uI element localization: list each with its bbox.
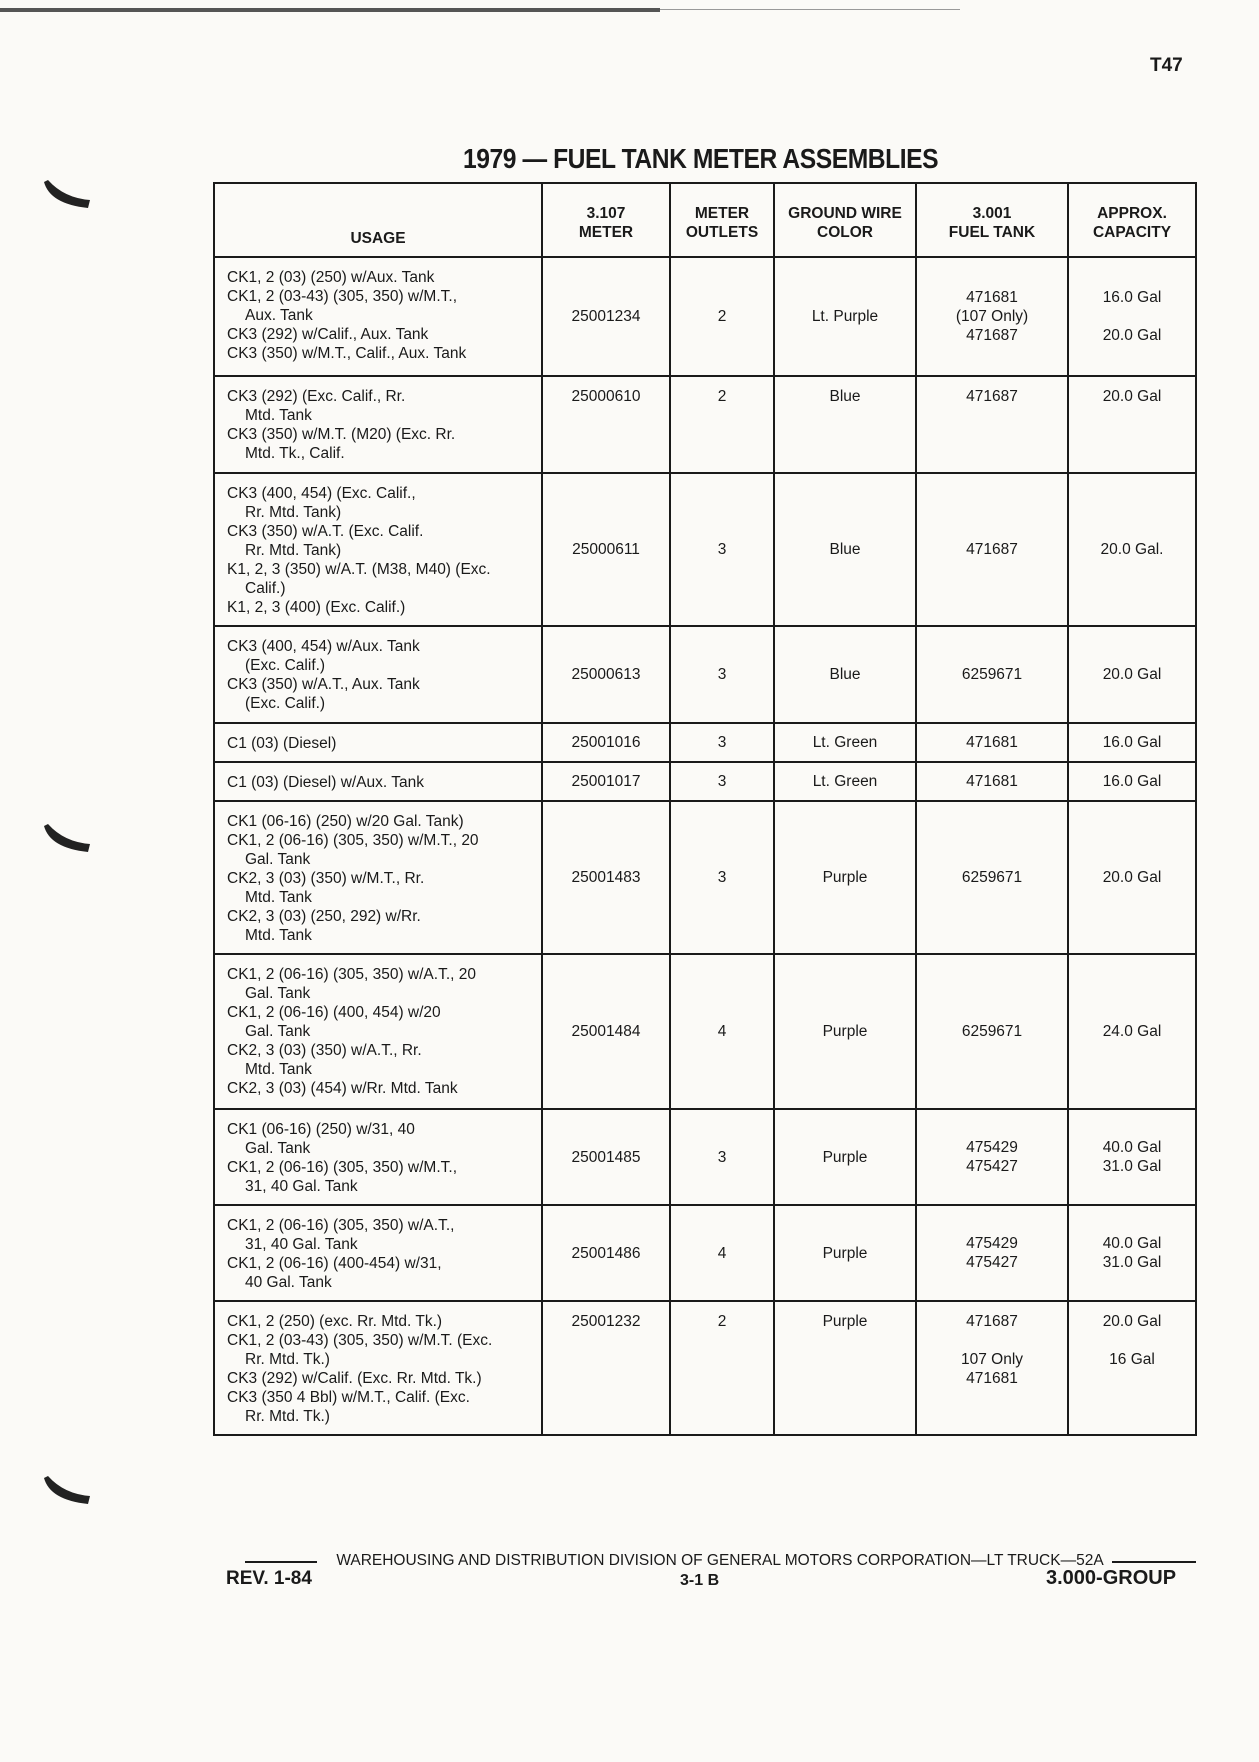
usage-line: CK1, 2 (250) (exc. Rr. Mtd. Tk.)	[227, 1313, 443, 1330]
capacity-cell	[1068, 723, 1196, 762]
capacity-value: 40.0 Gal	[1102, 1235, 1162, 1252]
usage-line: CK1 (06-16) (250) w/31, 40	[227, 1121, 415, 1138]
meter-part-number-cell	[542, 1301, 670, 1435]
binder-hook-icon	[42, 822, 94, 856]
header-ground-wire-color	[774, 183, 916, 257]
capacity-value: 20.0 Gal	[1102, 666, 1162, 683]
table-row	[214, 801, 1196, 954]
table-row	[214, 1205, 1196, 1301]
ground-wire-color-value: Purple	[822, 869, 868, 886]
fuel-tank-value: 475429	[966, 1235, 1018, 1252]
table-row	[214, 762, 1196, 801]
meter-outlets-value: 3	[717, 666, 727, 683]
usage-line: CK3 (292) w/Calif., Aux. Tank	[227, 326, 429, 343]
usage-line: (Exc. Calif.)	[245, 657, 326, 674]
fuel-tank-value: 471687	[966, 327, 1018, 344]
fuel-tank-value: 471681	[966, 289, 1018, 306]
usage-line: Aux. Tank	[245, 307, 313, 324]
usage-cell	[214, 626, 542, 723]
usage-line: CK1, 2 (03-43) (305, 350) w/M.T. (Exc.	[227, 1332, 493, 1349]
usage-line: CK2, 3 (03) (454) w/Rr. Mtd. Tank	[227, 1080, 458, 1097]
table-row	[214, 473, 1196, 626]
fuel-tank-cell	[916, 376, 1068, 473]
capacity-value: 20.0 Gal	[1102, 388, 1162, 405]
ground-wire-color-value: Purple	[822, 1023, 868, 1040]
capacity-cell	[1068, 473, 1196, 626]
header-outlets	[670, 183, 774, 257]
usage-line: CK3 (350) w/M.T., Calif., Aux. Tank	[227, 345, 467, 362]
usage-line: Rr. Mtd. Tank)	[245, 542, 342, 559]
capacity-value: 16 Gal	[1109, 1351, 1155, 1368]
table-row	[214, 376, 1196, 473]
usage-line: Mtd. Tank	[245, 927, 312, 944]
ground-wire-color-value: Lt. Green	[812, 734, 878, 751]
usage-cell	[214, 473, 542, 626]
usage-line: K1, 2, 3 (400) (Exc. Calif.)	[227, 599, 406, 616]
usage-line: CK3 (350) w/M.T. (M20) (Exc. Rr.	[227, 426, 456, 443]
fuel-tank-value: 471681	[966, 773, 1018, 790]
usage-line: CK1, 2 (06-16) (400, 454) w/20	[227, 1004, 441, 1021]
meter-part-number-cell	[542, 762, 670, 801]
header-usage	[214, 183, 542, 257]
capacity-cell	[1068, 376, 1196, 473]
meter-outlets-cell	[670, 1301, 774, 1435]
header-text: METER	[694, 205, 750, 222]
meter-part-number-value: 25001484	[571, 1023, 641, 1040]
capacity-value: 31.0 Gal	[1102, 1254, 1162, 1271]
ground-wire-color-cell	[774, 801, 916, 954]
capacity-value: 20.0 Gal	[1102, 869, 1162, 886]
usage-line: CK1, 2 (03-43) (305, 350) w/M.T.,	[227, 288, 458, 305]
capacity-cell	[1068, 1301, 1196, 1435]
usage-cell	[214, 954, 542, 1109]
usage-line: CK3 (400, 454) w/Aux. Tank	[227, 638, 420, 655]
usage-line: CK3 (400, 454) (Exc. Calif.,	[227, 485, 416, 502]
fuel-tank-value: 471681	[966, 734, 1018, 751]
header-text: OUTLETS	[685, 224, 759, 241]
fuel-tank-value: 107 Only	[960, 1351, 1024, 1368]
fuel-tank-cell	[916, 257, 1068, 376]
ground-wire-color-value: Blue	[829, 388, 861, 405]
ground-wire-color-value: Purple	[822, 1313, 868, 1330]
usage-line: CK2, 3 (03) (250, 292) w/Rr.	[227, 908, 421, 925]
usage-line: Gal. Tank	[245, 851, 311, 868]
page-title: 1979 — FUEL TANK METER ASSEMBLIES	[463, 143, 939, 174]
scan-top-edge	[0, 8, 660, 12]
usage-line: Rr. Mtd. Tk.)	[245, 1408, 330, 1425]
fuel-tank-cell	[916, 1301, 1068, 1435]
capacity-value	[1069, 307, 1195, 326]
meter-part-number-cell	[542, 473, 670, 626]
meter-part-number-value: 25001017	[571, 773, 641, 790]
table-row	[214, 1301, 1196, 1435]
ground-wire-color-cell	[774, 376, 916, 473]
meter-part-number-cell	[542, 1205, 670, 1301]
capacity-cell	[1068, 1109, 1196, 1205]
meter-outlets-cell	[670, 801, 774, 954]
usage-line: CK2, 3 (03) (350) w/A.T., Rr.	[227, 1042, 422, 1059]
usage-cell	[214, 1205, 542, 1301]
fuel-tank-meter-table	[213, 182, 1197, 1436]
meter-outlets-cell	[670, 762, 774, 801]
meter-outlets-cell	[670, 723, 774, 762]
header-text: COLOR	[817, 224, 873, 241]
capacity-value: 20.0 Gal.	[1100, 541, 1164, 558]
header-text: APPROX.	[1097, 205, 1167, 222]
usage-line: Mtd. Tank	[245, 407, 312, 424]
meter-outlets-value: 2	[717, 308, 727, 325]
meter-outlets-value: 3	[717, 734, 727, 751]
meter-part-number-cell	[542, 723, 670, 762]
meter-outlets-cell	[670, 954, 774, 1109]
capacity-value: 20.0 Gal	[1102, 1313, 1162, 1330]
usage-line: Rr. Mtd. Tank)	[245, 504, 342, 521]
usage-line: 40 Gal. Tank	[245, 1274, 332, 1291]
fuel-tank-value: 6259671	[961, 666, 1023, 683]
meter-outlets-cell	[670, 376, 774, 473]
usage-line: Mtd. Tk., Calif.	[245, 445, 345, 462]
capacity-value	[1069, 1331, 1195, 1350]
fuel-tank-cell	[916, 723, 1068, 762]
usage-line: 31, 40 Gal. Tank	[245, 1236, 358, 1253]
usage-cell	[214, 1109, 542, 1205]
capacity-value: 24.0 Gal	[1102, 1023, 1162, 1040]
capacity-cell	[1068, 954, 1196, 1109]
meter-outlets-cell	[670, 1109, 774, 1205]
header-fuel-tank	[916, 183, 1068, 257]
meter-outlets-value: 3	[717, 773, 727, 790]
usage-line: CK1, 2 (03) (250) w/Aux. Tank	[227, 269, 435, 286]
ground-wire-color-cell	[774, 1205, 916, 1301]
meter-part-number-value: 25001483	[571, 869, 641, 886]
usage-line: CK1, 2 (06-16) (400-454) w/31,	[227, 1255, 442, 1272]
ground-wire-color-value: Lt. Green	[812, 773, 878, 790]
meter-outlets-value: 3	[717, 869, 727, 886]
header-text: USAGE	[350, 230, 406, 247]
usage-line: C1 (03) (Diesel) w/Aux. Tank	[227, 774, 424, 791]
usage-line: CK3 (350) w/A.T. (Exc. Calif.	[227, 523, 424, 540]
header-text: 3.001	[972, 205, 1012, 222]
page-reference: 3-1 B	[680, 1572, 720, 1589]
meter-outlets-cell	[670, 473, 774, 626]
capacity-value: 40.0 Gal	[1102, 1139, 1162, 1156]
meter-part-number-cell	[542, 801, 670, 954]
usage-line: 31, 40 Gal. Tank	[245, 1178, 358, 1195]
usage-line: CK3 (292) (Exc. Calif., Rr.	[227, 388, 406, 405]
usage-line: Rr. Mtd. Tk.)	[245, 1351, 330, 1368]
meter-part-number-cell	[542, 1109, 670, 1205]
fuel-tank-value: 475427	[966, 1254, 1018, 1271]
usage-line: Mtd. Tank	[245, 889, 312, 906]
capacity-value: 16.0 Gal	[1102, 773, 1162, 790]
fuel-tank-value: 475427	[966, 1158, 1018, 1175]
fuel-tank-cell	[916, 1109, 1068, 1205]
capacity-value: 16.0 Gal	[1102, 289, 1162, 306]
ground-wire-color-value: Purple	[822, 1148, 868, 1166]
meter-part-number-cell	[542, 376, 670, 473]
fuel-tank-value: 6259671	[961, 869, 1023, 886]
meter-part-number-value: 25000610	[571, 388, 641, 405]
meter-part-number-cell	[542, 954, 670, 1109]
table-row	[214, 954, 1196, 1109]
ground-wire-color-cell	[774, 1301, 916, 1435]
usage-line: CK1, 2 (06-16) (305, 350) w/A.T., 20	[227, 966, 476, 983]
ground-wire-color-cell	[774, 1109, 916, 1205]
capacity-value: 20.0 Gal	[1102, 327, 1162, 344]
meter-outlets-cell	[670, 626, 774, 723]
header-text: METER	[578, 224, 634, 241]
header-meter	[542, 183, 670, 257]
table-row	[214, 626, 1196, 723]
binder-hook-icon	[42, 1474, 94, 1508]
usage-line: CK3 (292) w/Calif. (Exc. Rr. Mtd. Tk.)	[227, 1370, 482, 1387]
fuel-tank-cell	[916, 954, 1068, 1109]
fuel-tank-cell	[916, 762, 1068, 801]
table-row	[214, 257, 1196, 376]
header-text: 3.107	[586, 205, 626, 222]
header-text: FUEL TANK	[948, 224, 1036, 241]
usage-line: Gal. Tank	[245, 1140, 311, 1157]
usage-line: CK3 (350 4 Bbl) w/M.T., Calif. (Exc.	[227, 1389, 470, 1406]
table-body	[214, 257, 1196, 1435]
capacity-cell	[1068, 1205, 1196, 1301]
capacity-value: 31.0 Gal	[1102, 1158, 1162, 1175]
group-label: 3.000-GROUP	[1046, 1567, 1177, 1589]
usage-line: (Exc. Calif.)	[245, 695, 326, 712]
ground-wire-color-cell	[774, 257, 916, 376]
ground-wire-color-cell	[774, 954, 916, 1109]
meter-outlets-cell	[670, 257, 774, 376]
meter-outlets-value: 4	[717, 1023, 727, 1040]
fuel-tank-value: 6259671	[961, 1023, 1023, 1040]
footer-division-line: WAREHOUSING AND DISTRIBUTION DIVISION OF GENERAL MOTORS CORPORATION—LT TRUCK—52A	[336, 1552, 1104, 1569]
header-text: CAPACITY	[1092, 224, 1172, 241]
usage-cell	[214, 257, 542, 376]
meter-part-number-value: 25001486	[571, 1244, 641, 1262]
usage-cell	[214, 723, 542, 762]
ground-wire-color-cell	[774, 762, 916, 801]
ground-wire-color-cell	[774, 473, 916, 626]
ground-wire-color-cell	[774, 723, 916, 762]
usage-line: K1, 2, 3 (350) w/A.T. (M38, M40) (Exc.	[227, 561, 491, 578]
usage-line: CK1 (06-16) (250) w/20 Gal. Tank)	[227, 813, 464, 830]
meter-outlets-value: 3	[717, 541, 727, 558]
meter-part-number-cell	[542, 257, 670, 376]
usage-line: CK3 (350) w/A.T., Aux. Tank	[227, 676, 420, 693]
meter-part-number-value: 25001232	[571, 1313, 641, 1330]
usage-line: CK1, 2 (06-16) (305, 350) w/A.T.,	[227, 1217, 455, 1234]
fuel-tank-cell	[916, 626, 1068, 723]
usage-cell	[214, 376, 542, 473]
table-row	[214, 1109, 1196, 1205]
usage-line: CK1, 2 (06-16) (305, 350) w/M.T.,	[227, 1159, 458, 1176]
usage-cell	[214, 801, 542, 954]
usage-line: Calif.)	[245, 580, 286, 597]
meter-part-number-value: 25001485	[571, 1148, 641, 1166]
meter-outlets-value: 2	[717, 388, 727, 405]
scan-top-edge-faint	[660, 9, 960, 10]
usage-cell	[214, 1301, 542, 1435]
ground-wire-color-value: Blue	[829, 666, 861, 683]
page-number: T47	[1150, 55, 1183, 76]
capacity-cell	[1068, 626, 1196, 723]
binder-hook-icon	[42, 178, 94, 212]
fuel-tank-value: 471687	[966, 388, 1018, 405]
fuel-tank-cell	[916, 473, 1068, 626]
meter-part-number-value: 25001016	[571, 734, 641, 751]
meter-outlets-cell	[670, 1205, 774, 1301]
fuel-tank-value: 471681	[966, 1370, 1018, 1387]
fuel-tank-cell	[916, 1205, 1068, 1301]
meter-part-number-cell	[542, 626, 670, 723]
fuel-tank-value	[917, 1331, 1067, 1350]
capacity-cell	[1068, 801, 1196, 954]
usage-line: CK1, 2 (06-16) (305, 350) w/M.T., 20	[227, 832, 479, 849]
usage-line: Mtd. Tank	[245, 1061, 312, 1078]
ground-wire-color-value: Lt. Purple	[811, 308, 879, 325]
usage-line: Gal. Tank	[245, 1023, 311, 1040]
table-row	[214, 723, 1196, 762]
meter-outlets-value: 4	[717, 1244, 727, 1262]
ground-wire-color-value: Blue	[829, 541, 861, 558]
header-text: GROUND WIRE	[788, 205, 902, 222]
fuel-tank-cell	[916, 801, 1068, 954]
meter-part-number-value: 25000611	[572, 541, 640, 558]
fuel-tank-value: 471687	[966, 541, 1018, 558]
usage-cell	[214, 762, 542, 801]
capacity-value: 16.0 Gal	[1102, 734, 1162, 751]
capacity-cell	[1068, 762, 1196, 801]
usage-line: Gal. Tank	[245, 985, 311, 1002]
usage-line: CK2, 3 (03) (350) w/M.T., Rr.	[227, 870, 425, 887]
usage-line: C1 (03) (Diesel)	[227, 735, 337, 752]
fuel-tank-value: 471687	[966, 1313, 1018, 1330]
meter-part-number-value: 25000613	[571, 666, 641, 683]
capacity-cell	[1068, 257, 1196, 376]
revision-label: REV. 1-84	[226, 1568, 312, 1589]
meter-outlets-value: 2	[717, 1313, 727, 1330]
meter-outlets-value: 3	[717, 1148, 727, 1166]
meter-part-number-value: 25001234	[571, 308, 641, 325]
fuel-tank-value: 475429	[966, 1139, 1018, 1156]
ground-wire-color-value: Purple	[822, 1244, 868, 1262]
table-header-row	[214, 183, 1196, 257]
header-capacity	[1068, 183, 1196, 257]
fuel-tank-value: (107 Only)	[955, 308, 1029, 325]
ground-wire-color-cell	[774, 626, 916, 723]
